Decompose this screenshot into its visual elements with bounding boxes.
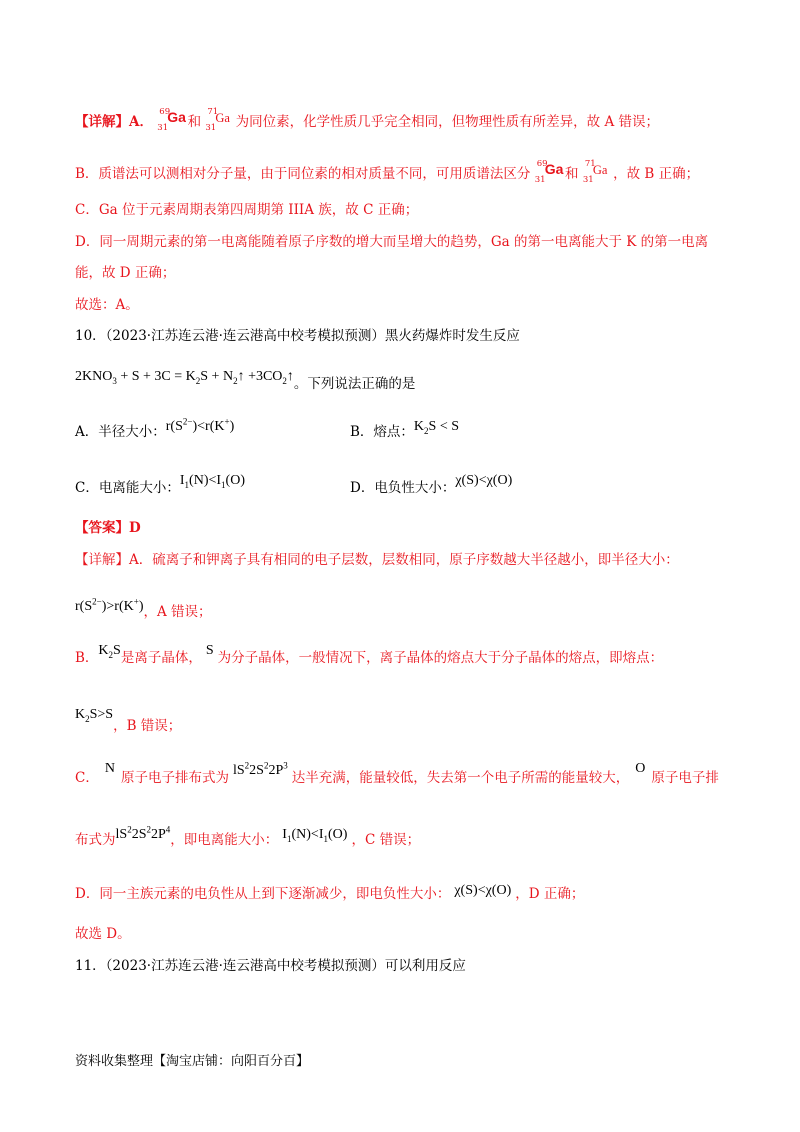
detail-tag: 【详解】A． xyxy=(75,114,153,130)
detail-c-line: C．Ga 位于元素周期表第四周期第 IIIA 族，故 C 正确； xyxy=(75,202,419,218)
detail-d-line-2: 能，故 D 正确； xyxy=(75,265,176,281)
option-d: D．电负性大小：χ(S)<χ(O) xyxy=(350,473,513,496)
explain-a-line-1: 【详解】A．硫离子和钾离子具有相同的电子层数，层数相同，原子序数越大半径越小，即半径大小： xyxy=(75,552,679,568)
option-a: A．半径大小：$r(S^{2-})<r(K^+)$ xyxy=(75,416,235,440)
detail-b-line: B．质谱法可以测相对分子量，由于同位素的相对质量不同，可用质谱法区分 69 31 Ga 和 71 31 Ga ，故 B 正确； xyxy=(75,159,700,185)
explain-c-line-2: 布式为$lS^22S^22P^4$，即电离能大小： $I_1(N)<I_1(O)$ ，C 错误； xyxy=(75,824,421,848)
explain-d-line: D．同一主族元素的电负性从上到下逐渐减少，即电负性大小： χ(S)<χ(O) ，D 正确； xyxy=(75,883,585,902)
explain-c-line-1: C．N原子电子排布式为 $lS^22S^22P^3$达半充满，能量较低，失去第一个电子所需的能量较大，O原子电子排 xyxy=(75,760,719,786)
choose-a: 故选：A。 xyxy=(75,297,139,313)
answer: 【答案】D xyxy=(75,520,141,536)
isotope-ga71: 71 31 Ga xyxy=(205,107,230,133)
explain-b-line-1: B．$K_2S$是离子晶体， S 为分子晶体，一般情况下，离子晶体的熔点大于分子晶体的熔点，即熔点： xyxy=(75,643,664,666)
question-10-equation: $2KNO_3 + S + 3C = K_2S$ + $N_2↑$ $+3CO_2↑$。下列说法正确的是 xyxy=(75,369,416,392)
detail-a-line: 【详解】A． 69 31 Ga 和 71 31 Ga 为同位素，化学性质几乎完全相同，但物理性质有所差异，故 A 错误； xyxy=(75,107,660,133)
option-b: B．熔点：$K_2S < S$ xyxy=(350,419,460,440)
isotope-ga69: 69 31 Ga xyxy=(157,107,186,133)
question-11-head: 11．（2023·江苏连云港·连云港高中校考模拟预测）可以利用反应 xyxy=(75,958,466,974)
explain-a-line-2: $r(S^{2-})>r(K^+)$，A 错误； xyxy=(75,596,212,620)
detail-d-line-1: D．同一周期元素的第一电离能随着原子序数的增大而呈增大的趋势，Ga 的第一电离能大于 K 的第一电离 xyxy=(75,234,709,250)
footer-note: 资料收集整理【淘宝店铺：向阳百分百】 xyxy=(75,1054,310,1069)
choose-d: 故选 D。 xyxy=(75,926,131,942)
isotope-ga71: 71 31 Ga xyxy=(582,159,608,185)
question-10-head: 10．（2023·江苏连云港·连云港高中校考模拟预测）黑火药爆炸时发生反应 xyxy=(75,328,520,344)
isotope-ga69: 69 31 Ga xyxy=(534,159,564,185)
option-c: C．电离能大小：$I_1(N)<I_1(O)$ xyxy=(75,473,246,496)
explain-b-line-2: $K_2S>S$，B 错误； xyxy=(75,707,182,734)
